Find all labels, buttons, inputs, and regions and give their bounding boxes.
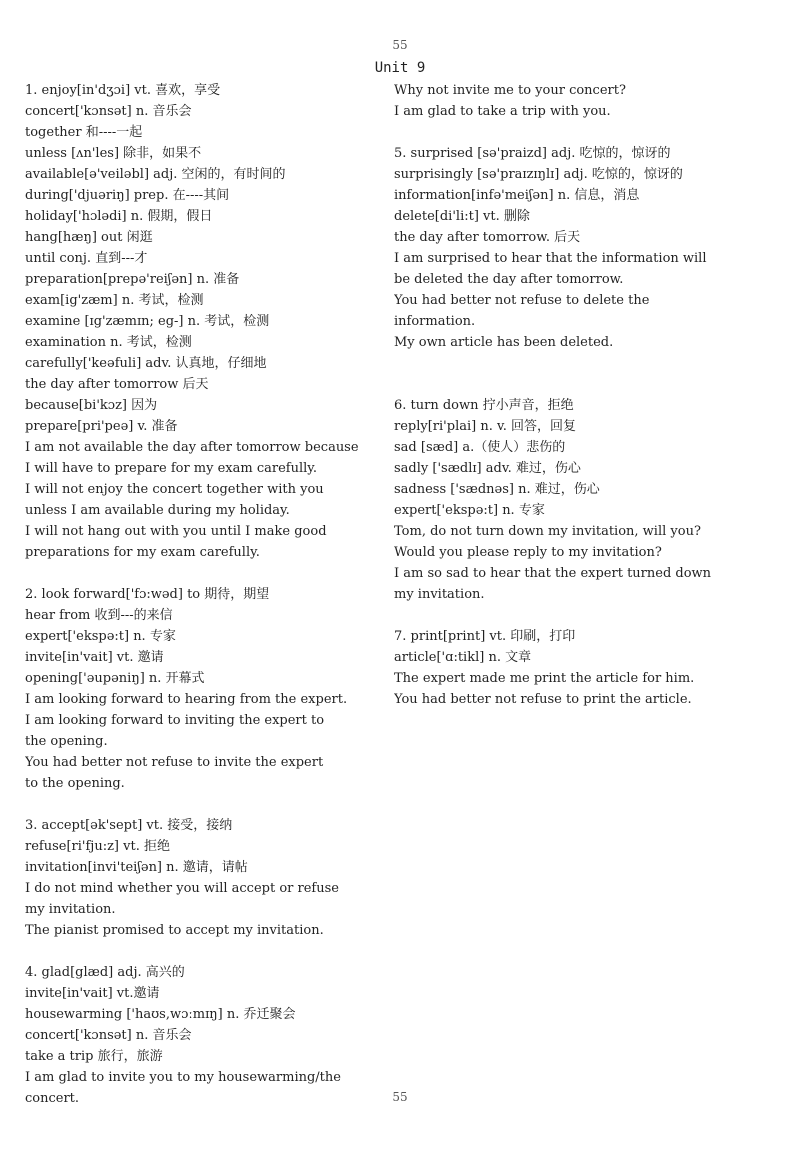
right-text-line: information[infə'meiʃən] n. 信息，消息: [394, 188, 640, 203]
right-text-line: article['ɑ:tikl] n. 文章: [394, 650, 532, 665]
right-text-line: You had better not refuse to delete the: [394, 293, 650, 308]
left-text-line: expert['ekspə:t] n. 专家: [25, 629, 176, 644]
left-text-line: exam[ig'zæm] n. 考试，检测: [25, 293, 204, 308]
right-text-line: Would you please reply to my invitation?: [394, 545, 662, 560]
right-text-line: I am so sad to hear that the expert turned down: [394, 566, 712, 581]
left-text-line: available[ə'veiləbl] adj. 空闲的，有时间的: [25, 167, 286, 182]
left-text-line: housewarming ['haʊs,wɔːmɪŋ] n. 乔迁聚会: [25, 1007, 296, 1022]
left-text-line: invitation[invi'teiʃən] n. 邀请，请帖: [25, 860, 248, 875]
right-section-heading: 7. print[print] vt. 印刷，打印: [394, 629, 576, 644]
right-section-heading: 5. surprised [sə'praizd] adj. 吃惊的，惊讶的: [394, 146, 671, 161]
left-text-line: my invitation.: [25, 902, 116, 917]
left-text-line: examine [ɪg'zæmɪn; eg-] n. 考试，检测: [25, 314, 270, 329]
left-section-heading: 1. enjoy[in'dʒɔi] vt. 喜欢，享受: [25, 83, 221, 98]
right-text-line: reply[ri'plai] n. v. 回答，回复: [394, 419, 577, 434]
left-text-line: preparations for my exam carefully.: [25, 545, 260, 560]
page-number-bottom: 55: [392, 1090, 408, 1104]
left-text-line: I do not mind whether you will accept or refuse: [25, 881, 339, 896]
left-text-line: carefully['keəfuli] adv. 认真地，仔细地: [25, 356, 267, 371]
right-text-line: sadly ['sædlɪ] adv. 难过，伤心: [394, 461, 581, 476]
left-text-line: concert.: [25, 1091, 80, 1106]
right-text-line: sadness ['sædnəs] n. 难过，伤心: [394, 482, 600, 497]
left-text-line: I will not enjoy the concert together with you: [25, 482, 324, 497]
right-text-line: expert['ekspə:t] n. 专家: [394, 503, 545, 518]
left-section-heading: 2. look forward['fɔ:wəd] to 期待，期望: [25, 587, 270, 602]
right-text-line: I am glad to take a trip with you.: [394, 104, 611, 119]
left-text-line: prepare[pri'peə] v. 准备: [25, 419, 178, 434]
left-text-line: take a trip 旅行，旅游: [25, 1049, 163, 1064]
left-text-line: opening['əupəniŋ] n. 开幕式: [25, 671, 205, 686]
left-text-line: examination n. 考试，检测: [25, 335, 192, 350]
left-text-line: because[bi'kɔz] 因为: [25, 398, 158, 413]
right-text-line: surprisingly [sə'praɪzɪŋlɪ] adj. 吃惊的，惊讶的: [394, 167, 683, 182]
left-text-line: to the opening.: [25, 776, 125, 791]
right-text-line: sad [sæd] a.（使人）悲伤的: [394, 440, 566, 455]
left-text-line: I will have to prepare for my exam carefully.: [25, 461, 318, 476]
right-section-heading: 6. turn down 拧小声音，拒绝: [394, 398, 574, 413]
left-text-line: invite[in'vait] vt. 邀请: [25, 650, 164, 665]
left-text-line: hear from 收到---的来信: [25, 608, 173, 623]
right-text-line: The expert made me print the article for him.: [394, 671, 695, 686]
right-text-line: the day after tomorrow. 后天: [394, 230, 581, 245]
left-text-line: unless [ʌn'les] 除非，如果不: [25, 146, 202, 161]
left-text-line: I am looking forward to inviting the expert to: [25, 713, 325, 728]
right-column: [394, 80, 774, 710]
left-text-line: the opening.: [25, 734, 108, 749]
left-section-heading: 3. accept[ək'sept] vt. 接受，接纳: [25, 818, 233, 833]
left-text-line: hang[hæŋ] out 闲逛: [25, 230, 153, 245]
left-text-line: until conj. 直到---才: [25, 251, 148, 266]
page-number-top: 55: [392, 38, 408, 52]
left-text-line: together 和----一起: [25, 125, 143, 140]
left-text-line: I am looking forward to hearing from the expert.: [25, 692, 348, 707]
left-text-line: I am not available the day after tomorrow because: [25, 440, 359, 455]
right-text-line: You had better not refuse to print the article.: [394, 692, 692, 707]
unit-title: Unit 9: [374, 60, 426, 76]
left-text-line: You had better not refuse to invite the expert: [25, 755, 324, 770]
left-text-line: invite[in'vait] vt.邀请: [25, 986, 160, 1001]
left-column: [25, 80, 370, 1109]
left-text-line: preparation[prepə'reiʃən] n. 准备: [25, 272, 240, 287]
left-text-line: during['djuəriŋ] prep. 在----其间: [25, 188, 230, 203]
right-text-line: Why not invite me to your concert?: [394, 83, 626, 98]
left-text-line: concert['kɔnsət] n. 音乐会: [25, 1028, 192, 1043]
left-text-line: I am glad to invite you to my housewarming/the: [25, 1070, 341, 1085]
left-text-line: concert['kɔnsət] n. 音乐会: [25, 104, 192, 119]
left-text-line: I will not hang out with you until I make good: [25, 524, 327, 539]
left-text-line: the day after tomorrow 后天: [25, 377, 209, 392]
left-spacer: [25, 794, 370, 815]
right-text-line: My own article has been deleted.: [394, 335, 614, 350]
right-spacer: [394, 122, 774, 143]
right-spacer: [394, 353, 774, 374]
left-text-line: holiday['hɔlədi] n. 假期，假日: [25, 209, 213, 224]
right-spacer: [394, 605, 774, 626]
left-text-line: unless I am available during my holiday.: [25, 503, 290, 518]
right-text-line: delete[di'li:t] vt. 删除: [394, 209, 530, 224]
right-text-line: information.: [394, 314, 476, 329]
left-text-line: refuse[ri'fju:z] vt. 拒绝: [25, 839, 170, 854]
right-text-line: I am surprised to hear that the information will: [394, 251, 707, 266]
left-spacer: [25, 563, 370, 584]
right-text-line: my invitation.: [394, 587, 485, 602]
left-spacer: [25, 941, 370, 962]
left-section-heading: 4. glad[glæd] adj. 高兴的: [25, 965, 185, 980]
right-text-line: Tom, do not turn down my invitation, will you?: [394, 524, 701, 539]
right-spacer: [394, 374, 774, 395]
left-text-line: The pianist promised to accept my invitation.: [25, 923, 324, 938]
right-text-line: be deleted the day after tomorrow.: [394, 272, 624, 287]
